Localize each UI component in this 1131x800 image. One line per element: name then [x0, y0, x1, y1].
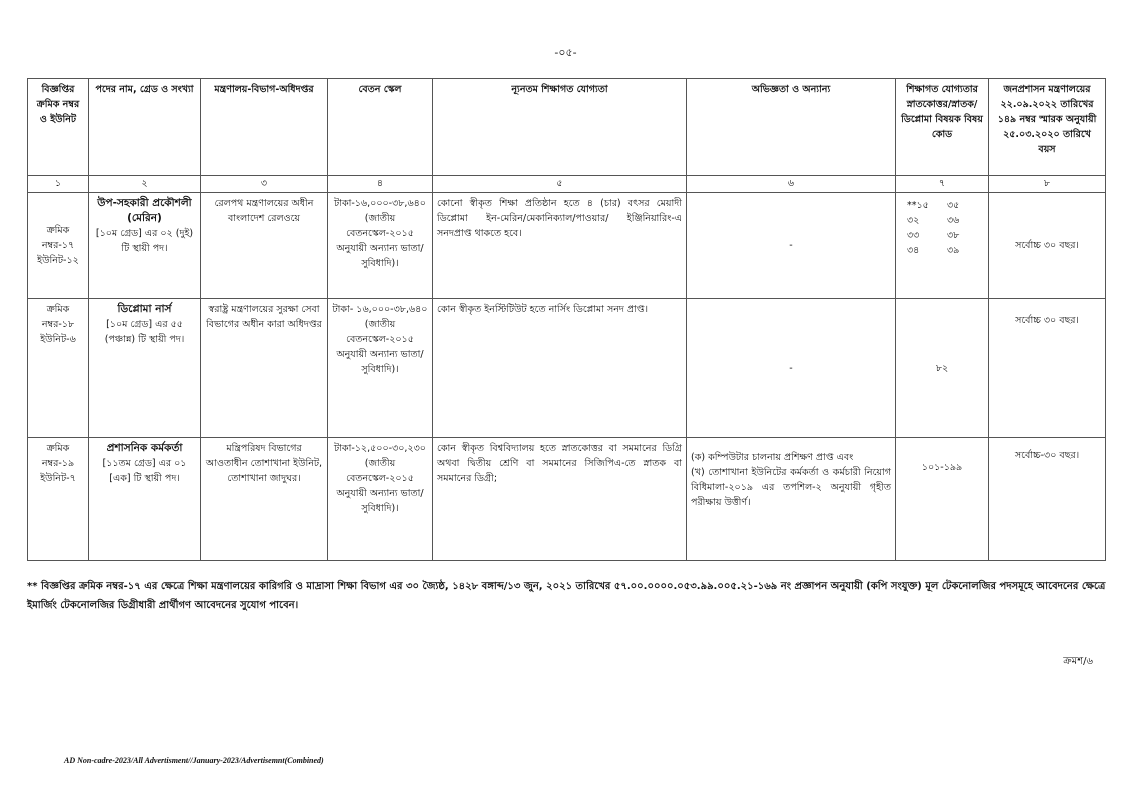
- experience-b: (খ) তোশাখানা ইউনিটের কর্মকর্তা ও কর্মচারী নিয়োগ বিধিমালা-২০১৯ এর তপশিল-২ অনুযায়ী গৃহীত পরীক্ষায় উত্তীর্ণ।: [691, 467, 891, 508]
- page-number: -০৫-: [554, 46, 577, 59]
- column-number-row: [28, 176, 1106, 193]
- qualification-cell: কোন স্বীকৃত ইনস্টিটিউট হতে নার্সিং ডিপ্লোমা সনদ প্রাপ্ত।: [433, 299, 687, 438]
- code: ৩৪: [907, 245, 920, 256]
- post-cell: [89, 438, 201, 561]
- serial-cell: ক্রমিক নম্বর-১৭ ইউনিট-১২: [28, 193, 89, 299]
- experience-a: (ক) কম্পিউটার চালনায় প্রশিক্ষণ প্রাপ্ত এবং: [691, 452, 854, 463]
- ministry-cell: স্বরাষ্ট্র মন্ত্রণালয়ের সুরক্ষা সেবা বিভাগের অধীন কারা অধিদপ্তর: [201, 299, 328, 438]
- post-title: উপ-সহকারী প্রকৌশলী (মেরিন): [97, 197, 192, 224]
- header-serial: বিজ্ঞপ্তির ক্রমিক নম্বর ও ইউনিট: [28, 79, 89, 176]
- col-num: ৭: [896, 176, 989, 193]
- col-num: ৮: [989, 176, 1106, 193]
- footnote: ** বিজ্ঞপ্তির ক্রমিক নম্বর-১৭ এর ক্ষেত্রে শিক্ষা মন্ত্রণালয়ের কারিগরি ও মাদ্রাসা শিক্ষা বিভাগ এর ৩০ জ্যৈষ্ঠ, ১৪২৮ বঙ্গাব্দ/১৩ জুন, ২০২১ তারিখের ৫৭.০০.০০০০.০৫৩.৯৯.০০৫.২১-১৬৯ নং প্রজ্ঞাপন অনুযায়ী (কপি সংযুক্ত) মূল টেকনোলজির পদসমূহে আবেদনের ক্ষেত্রে ইমার্জিং টেকনোলজির ডিগ্রীধারী প্রার্থীগণ আবেদনের সুযোগ পাবেন।: [27, 581, 1106, 611]
- col-num: ৪: [328, 176, 433, 193]
- ministry-cell: রেলপথ মন্ত্রণালয়ের অধীন বাংলাদেশ রেলওয়ে: [201, 193, 328, 299]
- header-row: [28, 79, 1106, 176]
- continued-note: ক্রমশ/৬: [1063, 656, 1093, 667]
- code: **১৫: [907, 200, 929, 211]
- table-row: [28, 299, 1106, 438]
- post-cell: [89, 299, 201, 438]
- pay-cell: টাকা-১২,৫০০-৩০,২৩০ (জাতীয় বেতনস্কেল-২০১৫ অনুযায়ী অন্যান্য ভাতা/ সুবিধাদি)।: [328, 438, 433, 561]
- post-title: প্রশাসনিক কর্মকর্তা: [106, 442, 183, 454]
- col-num: ৩: [201, 176, 328, 193]
- code: ৩৮: [947, 230, 960, 241]
- subject-code-cell: ১০১-১৯৯: [896, 438, 989, 561]
- experience-cell: -: [687, 193, 896, 299]
- job-table: [27, 78, 1106, 561]
- col-num: ৬: [687, 176, 896, 193]
- post-title: ডিপ্লোমা নার্স: [117, 303, 172, 315]
- col-num: ২: [89, 176, 201, 193]
- subject-code-cell: ৮২: [896, 299, 989, 438]
- file-path-footer: AD Non-cadre-2023/All Advertisment//January-2023/Advertisemnt(Combined): [64, 756, 324, 765]
- header-post: পদের নাম, গ্রেড ও সংখ্যা: [89, 79, 201, 176]
- header-ministry: মন্ত্রণালয়-বিভাগ-অধিদপ্তর: [201, 79, 328, 176]
- experience-cell: [687, 438, 896, 561]
- header-subject-code: শিক্ষাগত যোগ্যতার স্নাতকোত্তর/স্নাতক/ ডিপ্লোমা বিষয়ক বিষয় কোড: [896, 79, 989, 176]
- post-detail: [১০ম গ্রেড] এর ৫৫ (পঞ্চান্ন) টি স্থায়ী পদ।: [104, 319, 185, 345]
- post-cell: [89, 193, 201, 299]
- post-detail: [১১তম গ্রেড] এর ০১ [এক] টি স্থায়ী পদ।: [102, 458, 187, 484]
- col-num: ১: [28, 176, 89, 193]
- code: ৩৯: [947, 245, 960, 256]
- pay-cell: টাকা-১৬,০০০-৩৮,৬৪০ (জাতীয় বেতনস্কেল-২০১৫ অনুযায়ী অন্যান্য ভাতা/ সুবিধাদি)।: [328, 193, 433, 299]
- table-row: [28, 193, 1106, 299]
- pay-cell: টাকা- ১৬,০০০-৩৮,৬৪০ (জাতীয় বেতনস্কেল-২০১৫ অনুযায়ী অন্যান্য ভাতা/ সুবিধাদি)।: [328, 299, 433, 438]
- header-age: জনপ্রশাসন মন্ত্রণালয়ের ২২.০৯.২০২২ তারিখের ১৪৯ নম্বর স্মারক অনুযায়ী ২৫.০৩.২০২০ তারিখে বয়স: [989, 79, 1106, 176]
- serial-cell: ক্রমিক নম্বর-১৯ ইউনিট-৭: [28, 438, 89, 561]
- code: ৩২: [907, 215, 920, 226]
- age-cell: সর্বোচ্চ-৩০ বছর।: [989, 438, 1106, 561]
- qualification-cell: কোনো স্বীকৃত শিক্ষা প্রতিষ্ঠান হতে ৪ (চার) বৎসর মেয়াদী ডিপ্লোমা ইন-মেরিন/মেকানিক্যাল/পাওয়ার/ ইঞ্জিনিয়ারিং-এ সনদপ্রাপ্ত থাকতে হবে।: [433, 193, 687, 299]
- age-cell: সর্বোচ্চ ৩০ বছর।: [989, 299, 1106, 438]
- post-detail: [১০ম গ্রেড] এর ০২ (দুই) টি স্থায়ী পদ।: [95, 228, 194, 254]
- subject-code-cell: [896, 193, 989, 299]
- col-num: ৫: [433, 176, 687, 193]
- code: ৩৩: [907, 230, 920, 241]
- serial-cell: ক্রমিক নম্বর-১৮ ইউনিট-৬: [28, 299, 89, 438]
- code: ৩৬: [947, 215, 960, 226]
- header-qualification: ন্যূনতম শিক্ষাগত যোগ্যতা: [433, 79, 687, 176]
- qualification-cell: কোন স্বীকৃত বিশ্ববিদ্যালয় হতে স্নাতকোত্তর বা সমমানের ডিগ্রি অথবা দ্বিতীয় শ্রেণি বা সমমানের সিজিপিএ-তে স্নাতক বা সমমানের ডিগ্রী;: [433, 438, 687, 561]
- header-pay: বেতন স্কেল: [328, 79, 433, 176]
- ministry-cell: মন্ত্রিপরিষদ বিভাগের আওতাধীন তোশাখানা ইউনিট, তোশাখানা জাদুঘর।: [201, 438, 328, 561]
- age-cell: সর্বোচ্চ ৩০ বছর।: [989, 193, 1106, 299]
- header-experience: অভিজ্ঞতা ও অন্যান্য: [687, 79, 896, 176]
- code: ৩৫: [947, 200, 960, 211]
- table-row: [28, 438, 1106, 561]
- experience-cell: -: [687, 299, 896, 438]
